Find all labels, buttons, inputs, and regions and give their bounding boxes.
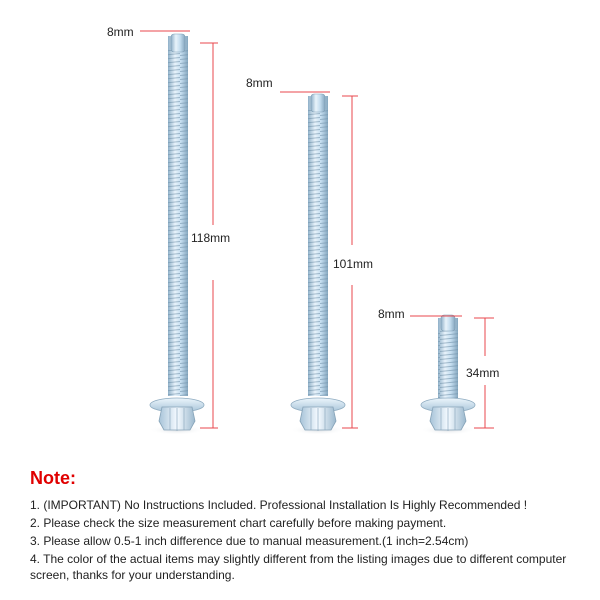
note-list (30, 497, 590, 583)
note-section (30, 468, 590, 583)
note-title: Note: (30, 468, 76, 488)
note-item: 4. The color of the actual items may slightly different from the listing images due to different computer screen, thanks for your understanding. (30, 552, 567, 582)
bolt-tip (171, 34, 185, 52)
note-item: 3. Please allow 0.5-1 inch difference due to manual measurement.(1 inch=2.54cm) (30, 534, 469, 548)
bolt-thread (168, 50, 188, 396)
note-item: 1. (IMPORTANT) No Instructions Included. Professional Installation Is Highly Recommended ! (30, 498, 528, 512)
bolt-thread (438, 330, 458, 398)
length-label: 118mm (191, 231, 231, 245)
diameter-label: 8mm (107, 25, 134, 39)
note-item: 2. Please check the size measurement chart carefully before making payment. (30, 516, 447, 530)
bolt-thread (308, 110, 328, 396)
bolt-tip (311, 94, 325, 112)
diameter-label: 8mm (246, 76, 273, 90)
diameter-label: 8mm (378, 307, 405, 321)
bolt-tip (441, 315, 455, 331)
length-label: 101mm (333, 257, 374, 271)
length-label: 34mm (466, 366, 500, 380)
